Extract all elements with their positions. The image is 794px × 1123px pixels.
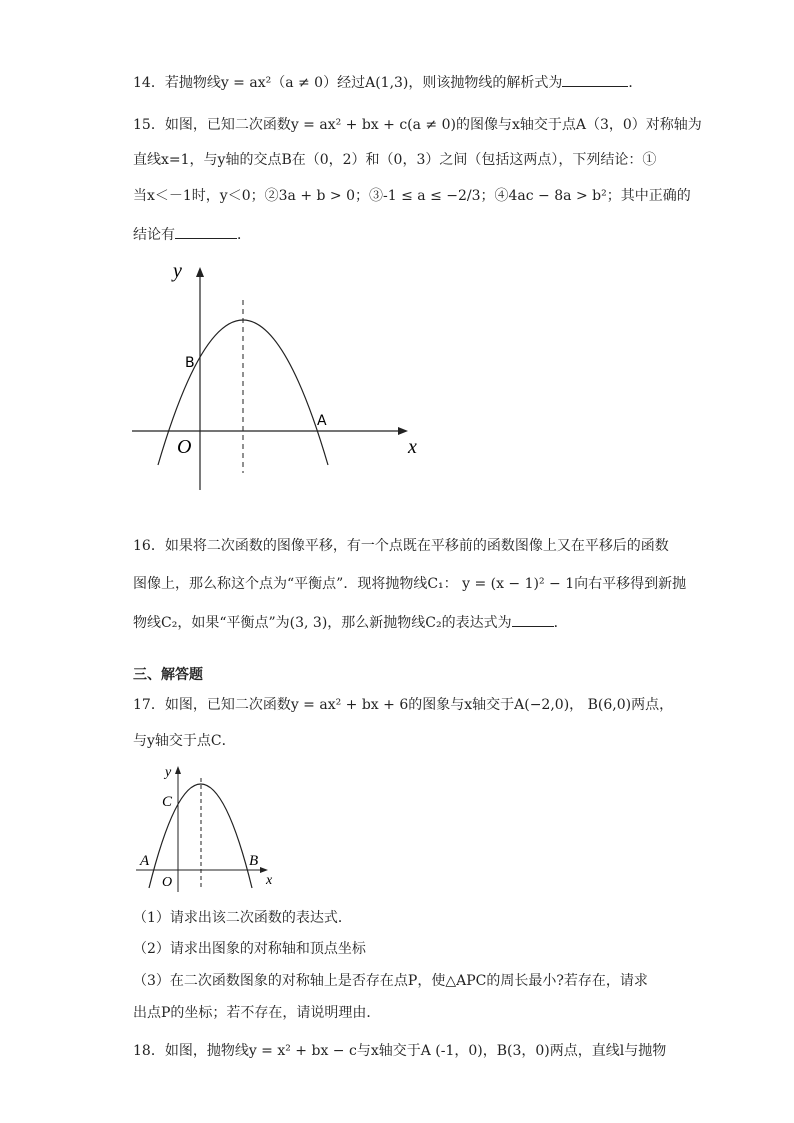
q17-sub-3-line-1: （3）在二次函数图象的对称轴上是否存在点P，使△APC的周长最小?若存在，请求 [133,973,648,989]
q15-x-label: x [408,436,417,458]
q17-y-arrow [175,766,181,774]
q17-line-2: 与y轴交于点C． [133,733,236,749]
q17-parabola-figure [130,760,290,900]
q17-sub-2: （2）请求出图象的对称轴和顶点坐标 [133,941,366,957]
q15-parabola-figure [120,255,440,500]
q16-answer-blank [512,612,554,627]
q15-y-arrow [196,267,204,277]
q17-sub-1: （1）请求出该二次函数的表达式． [133,910,352,926]
q15-x-arrow [398,427,408,435]
q15-end: ． [237,227,251,243]
q15-line-4 [133,224,251,245]
q16-line-3 [133,612,568,633]
q17-line-1: 17．如图，已知二次函数y = ax² + bx + 6的图象与x轴交于A(−2,0)， B(6,0)两点， [133,697,674,713]
q15-origin-label: O [177,436,192,458]
q17-x-label: x [266,873,273,888]
q15-line-3: 当x＜－1时，y＜0；②3a + b > 0；③-1 ≤ a ≤ −2/3；④4ac − 8a > b²；其中正确的 [133,188,691,204]
q15-line-4-text: 结论有 [133,227,175,243]
q14-end: ． [628,75,643,91]
q17-y-label: y [165,765,172,780]
q16-line-2: 图像上，那么称这个点为“平衡点”．现将抛物线C₁： y = (x − 1)² − 1向右平移得到新抛 [133,576,687,592]
q17-sub-3-line-2: 出点P的坐标；若不存在，请说明理由． [133,1005,381,1021]
q15-point-b-label: B [185,355,195,371]
q17-point-b-label: B [249,853,259,869]
q15-point-a-label: A [317,413,327,429]
q15-line-2: 直线x=1，与y轴的交点B在（0，2）和（0，3）之间（包括这两点），下列结论：① [133,152,657,168]
q16-line-3-text: 物线C₂，如果“平衡点”为(3, 3)，那么新抛物线C₂的表达式为 [133,615,512,631]
q18-line-1: 18．如图，抛物线y = x² + bx − c与x轴交于A (-1，0)，B(3，0)两点，直线l与抛物 [133,1043,667,1059]
section-3-title: 三、解答题 [133,667,203,683]
q15-answer-blank [175,224,237,239]
q14-line [133,72,642,93]
q14-answer-blank [562,72,628,87]
q17-origin-label: O [162,875,173,890]
q15-y-label: y [173,260,182,282]
q17-point-c-label: C [162,794,173,810]
q15-line-1: 15．如图，已知二次函数y = ax² + bx + c(a ≠ 0)的图像与x轴交于点A（3，0）对称轴为 [133,117,702,133]
q16-end: ． [553,615,568,631]
q16-line-1: 16．如果将二次函数的图像平移，有一个点既在平移前的函数图像上又在平移后的函数 [133,538,669,554]
q14-text: 14．若抛物线y = ax²（a ≠ 0）经过A(1,3)，则该抛物线的解析式为 [133,75,563,91]
q17-point-a-label: A [140,853,150,869]
